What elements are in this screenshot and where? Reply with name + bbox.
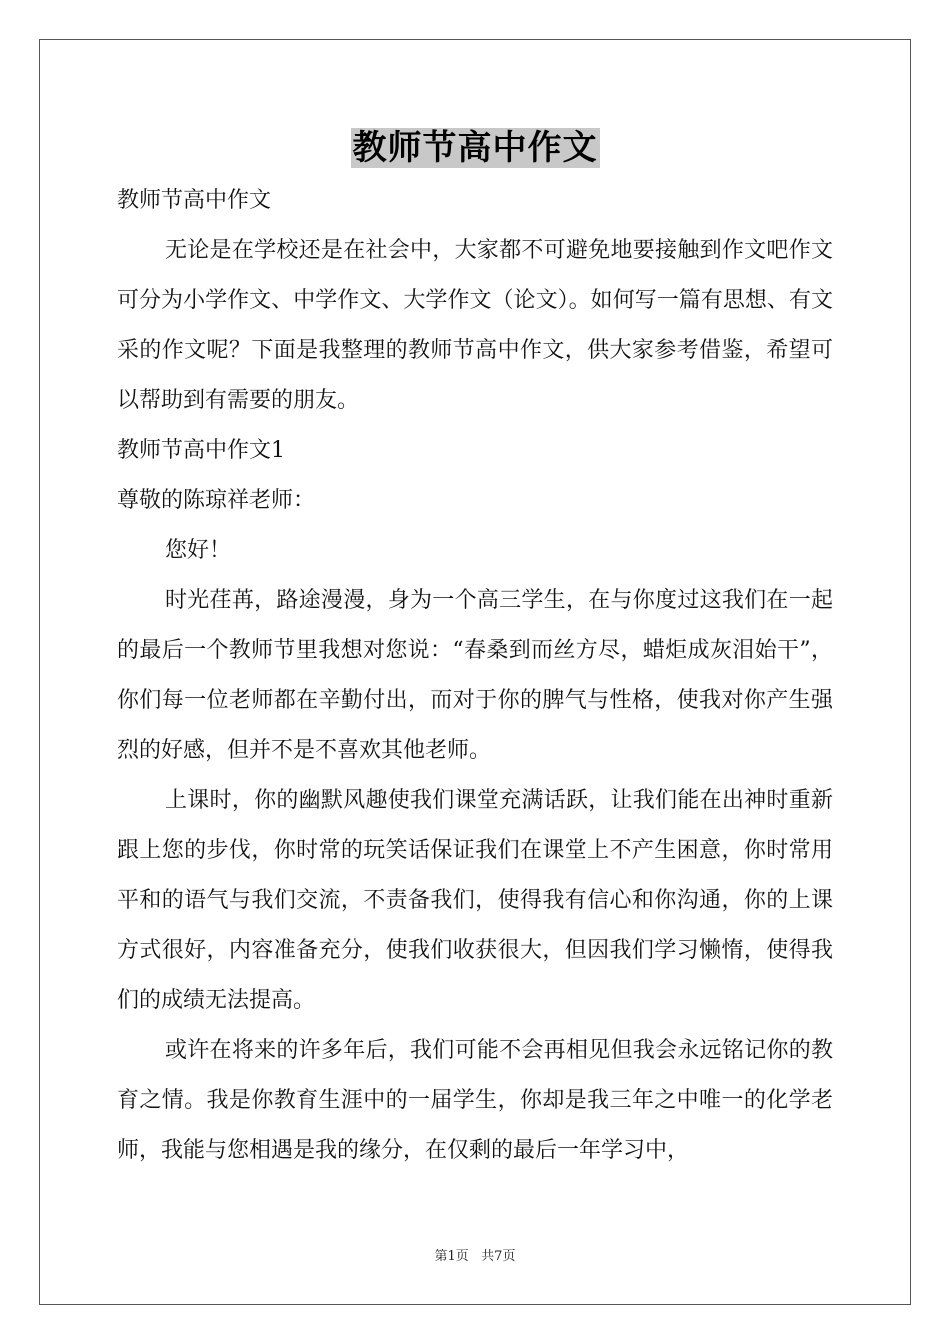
greeting: 您好！ — [165, 538, 232, 563]
body-paragraph-2: 上课时，你的幽默风趣使我们课堂充满话跃，让我们能在出神时重新跟上您的步伐，你时常的玩笑话保证我们在课堂上不产生困意，你时常用平和的语气与我们交流，不责备我们，使得我有信心和你沟通，你的上课方式很好，内容准备充分，使我们收获很大，但因我们学习懒惰，使得我们的成绩无法提高。 — [117, 788, 833, 1013]
page-footer — [0, 1245, 950, 1264]
document-body — [117, 176, 833, 1176]
title-container — [0, 128, 950, 168]
intro-paragraph: 无论是在学校还是在社会中，大家都不可避免地要接触到作文吧作文可分为小学作文、中学作文、大学作文（论文）。如何写一篇有思想、有文采的作文呢？下面是我整理的教师节高中作文，供大家参考借鉴，希望可以帮助到有需要的朋友。 — [117, 238, 833, 413]
salutation: 尊敬的陈琼祥老师： — [117, 488, 316, 513]
page-number: 第1页 共7页 — [434, 1249, 516, 1264]
section-heading: 教师节高中作文1 — [117, 438, 285, 463]
body-paragraph-3: 或许在将来的许多年后，我们可能不会再相见但我会永远铭记你的教育之情。我是你教育生涯中的一届学生，你却是我三年之中唯一的化学老师，我能与您相遇是我的缘分，在仅剩的最后一年学习中， — [117, 1038, 833, 1163]
document-title: 教师节高中作文 — [352, 128, 598, 168]
subtitle: 教师节高中作文 — [117, 188, 272, 213]
body-paragraph-1: 时光荏苒，路途漫漫，身为一个高三学生，在与你度过这我们在一起的最后一个教师节里我想对您说：“春桑到而丝方尽，蜡炬成灰泪始干”，你们每一位老师都在辛勤付出，而对于你的脾气与性格，使我对你产生强烈的好感，但并不是不喜欢其他老师。 — [117, 588, 833, 763]
